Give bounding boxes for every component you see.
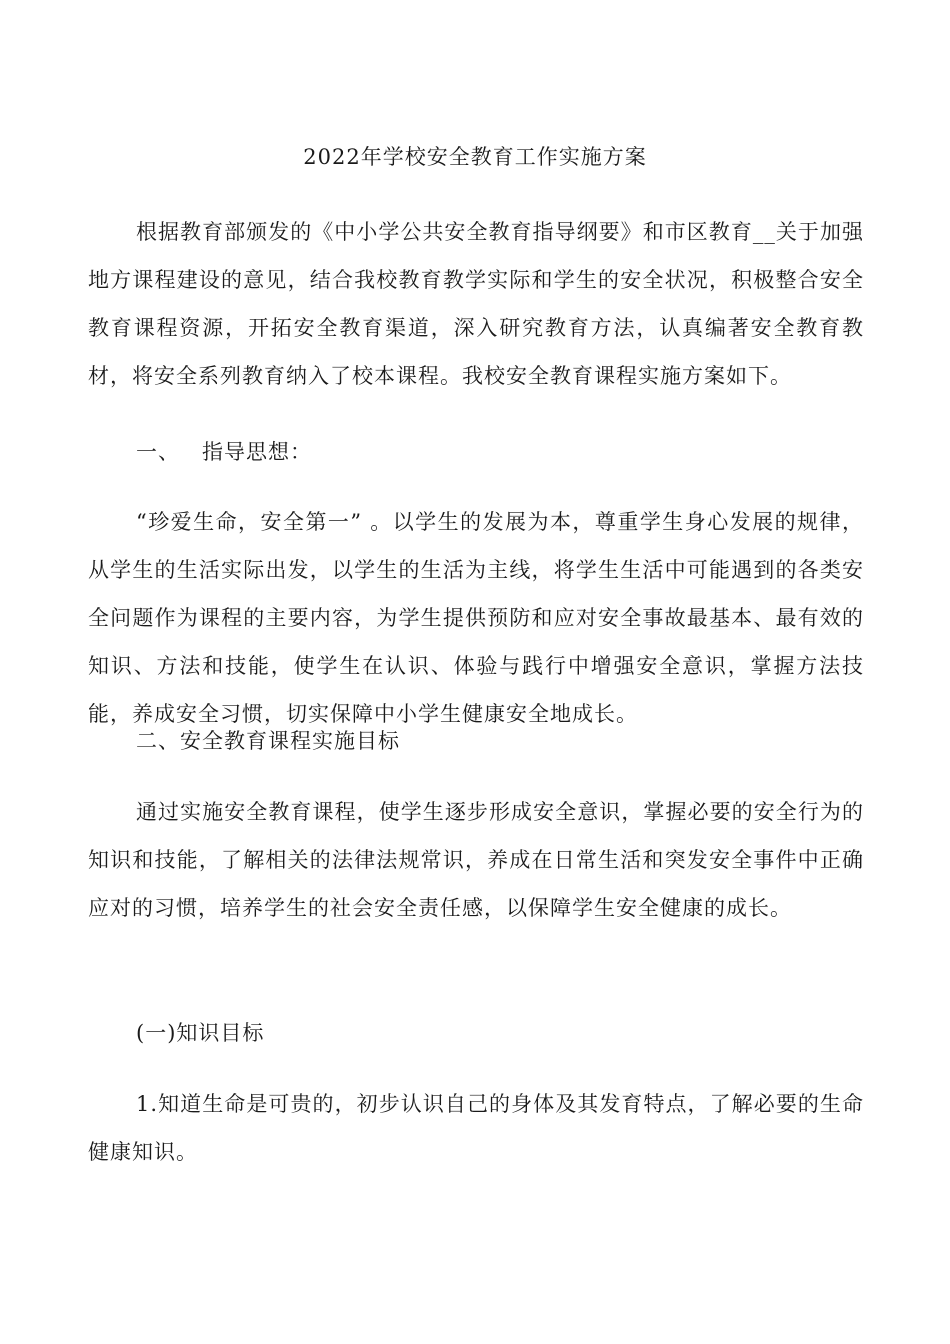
intro-paragraph: 根据教育部颁发的《中小学公共安全教育指导纲要》和市区教育__关于加强地方课程建设的意见，结合我校教育教学实际和学生的安全状况，积极整合安全教育课程资源，开拓安全教育渠道，深入研究教育方法，认真编著安全教育教材，将安全系列教育纳入了校本课程。我校安全教育课程实施方案如下。	[88, 220, 864, 388]
section-1-heading	[136, 437, 312, 467]
section-1-paragraph: “珍爱生命，安全第一” 。以学生的发展为本，尊重学生身心发展的规律，从学生的生活实际出发，以学生的生活为主线，将学生生活中可能遇到的各类安全问题作为课程的主要内容，为学生提供预防和应对安全事故最基本、最有效的知识、方法和技能，使学生在认识、体验与践行中增强安全意识，掌握方法技能，养成安全习惯，切实保障中小学生健康安全地成长。	[88, 510, 864, 726]
document-title: 2022年学校安全教育工作实施方案	[303, 145, 647, 169]
section-2-paragraph: 通过实施安全教育课程，使学生逐步形成安全意识，掌握必要的安全行为的知识和技能，了解相关的法律法规常识，养成在日常生活和突发安全事件中正确应对的习惯，培养学生的社会安全责任感，以保障学生安全健康的成长。	[88, 800, 864, 920]
subsection-1-item-1: 1.知道生命是可贵的，初步认识自己的身体及其发育特点，了解必要的生命健康知识。	[88, 1092, 864, 1164]
section-2-heading: 二、安全教育课程实施目标	[136, 729, 400, 753]
section-1-number: 一、	[136, 440, 180, 464]
section-1-title: 指导思想：	[202, 440, 312, 464]
subsection-1-heading: (一)知识目标	[136, 1021, 265, 1045]
